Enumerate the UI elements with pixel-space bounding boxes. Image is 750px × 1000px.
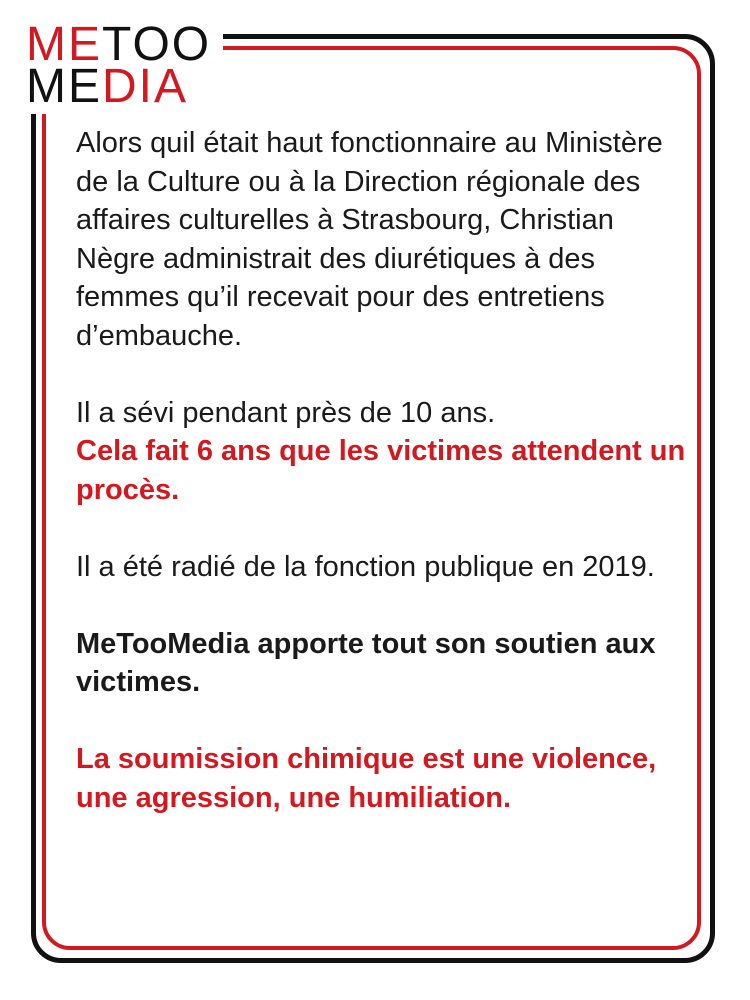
logo-me-dark: ME — [26, 60, 102, 113]
paragraph-support: MeTooMedia apporte tout son soutien aux victimes. — [76, 627, 656, 698]
paragraph-dismissal: Il a été radié de la fonction publique en 2019. — [76, 550, 655, 583]
paragraph-accusation: Alors quil était haut fonctionnaire au Ministère de la Culture ou à la Direction régionale des affaires culturelles à Strasbourg, Christian Nègre administrait des diurétiques à des femmes qu’il recevait pour des entretiens d’embauche. — [76, 127, 663, 352]
logo-me-red: ME — [26, 18, 102, 71]
paragraph-awaiting-trial: Cela fait 6 ans que les victimes attendent un procès. — [76, 435, 686, 506]
paragraph-duration: Il a sévi pendant près de 10 ans. — [76, 396, 496, 429]
statement-text — [76, 124, 686, 817]
metoomedia-logo — [14, 18, 223, 114]
paragraph-chemical-submission: La soumission chimique est une violence, une agression, une humiliation. — [76, 743, 657, 814]
logo-dia-red: DIA — [102, 60, 189, 113]
logo-line-2 — [26, 60, 211, 113]
logo-too: TOO — [102, 18, 212, 71]
